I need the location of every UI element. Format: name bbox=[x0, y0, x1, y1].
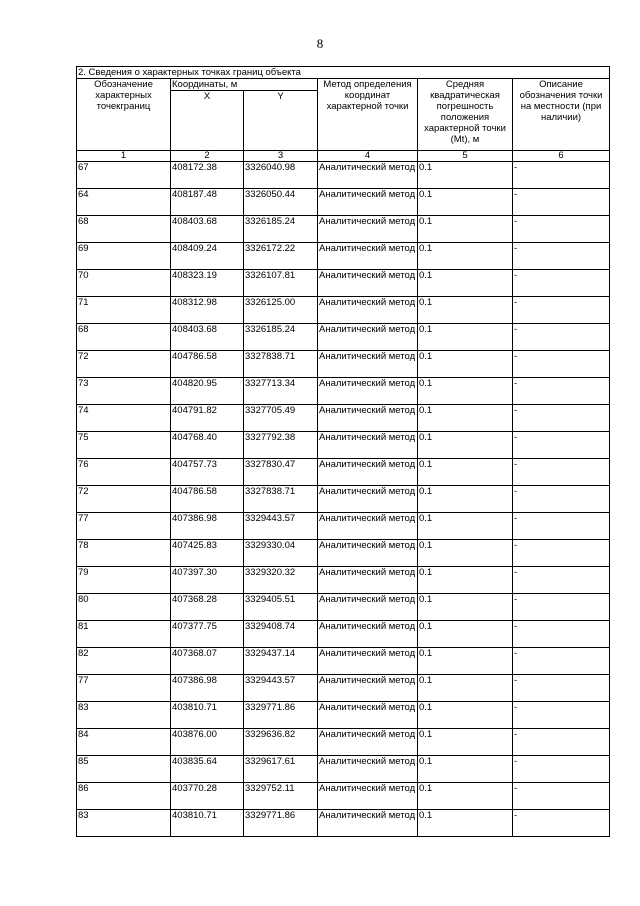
method-cell: Аналитический метод bbox=[318, 540, 418, 567]
header-description: Описание обозначения точки на местности (при наличии) bbox=[513, 79, 610, 151]
error-cell: 0.1 bbox=[418, 648, 513, 675]
column-number: 3 bbox=[244, 151, 318, 162]
description-cell: - bbox=[513, 351, 610, 378]
boundary-points-table bbox=[76, 66, 610, 837]
column-number: 4 bbox=[318, 151, 418, 162]
table-row bbox=[77, 459, 610, 486]
x-coordinate-cell: 404791.82 bbox=[171, 405, 244, 432]
description-cell: - bbox=[513, 783, 610, 810]
description-cell: - bbox=[513, 324, 610, 351]
y-coordinate-cell: 3329443.57 bbox=[244, 675, 318, 702]
y-coordinate-cell: 3326172.22 bbox=[244, 243, 318, 270]
point-cell: 85 bbox=[77, 756, 171, 783]
error-cell: 0.1 bbox=[418, 513, 513, 540]
point-cell: 77 bbox=[77, 513, 171, 540]
table-row bbox=[77, 405, 610, 432]
section-title: 2. Сведения о характерных точках границ объекта bbox=[77, 67, 610, 79]
description-cell: - bbox=[513, 432, 610, 459]
y-coordinate-cell: 3326185.24 bbox=[244, 216, 318, 243]
x-coordinate-cell: 404786.58 bbox=[171, 486, 244, 513]
method-cell: Аналитический метод bbox=[318, 567, 418, 594]
point-cell: 83 bbox=[77, 810, 171, 837]
method-cell: Аналитический метод bbox=[318, 783, 418, 810]
method-cell: Аналитический метод bbox=[318, 324, 418, 351]
table-row bbox=[77, 594, 610, 621]
table-row bbox=[77, 729, 610, 756]
point-cell: 80 bbox=[77, 594, 171, 621]
point-cell: 69 bbox=[77, 243, 171, 270]
method-cell: Аналитический метод bbox=[318, 729, 418, 756]
x-coordinate-cell: 403810.71 bbox=[171, 810, 244, 837]
error-cell: 0.1 bbox=[418, 216, 513, 243]
description-cell: - bbox=[513, 648, 610, 675]
point-cell: 75 bbox=[77, 432, 171, 459]
description-cell: - bbox=[513, 540, 610, 567]
point-cell: 72 bbox=[77, 351, 171, 378]
x-coordinate-cell: 404768.40 bbox=[171, 432, 244, 459]
x-coordinate-cell: 407425.83 bbox=[171, 540, 244, 567]
error-cell: 0.1 bbox=[418, 810, 513, 837]
point-cell: 68 bbox=[77, 324, 171, 351]
point-cell: 78 bbox=[77, 540, 171, 567]
description-cell: - bbox=[513, 189, 610, 216]
description-cell: - bbox=[513, 405, 610, 432]
page-number: 8 bbox=[316, 36, 324, 51]
error-cell: 0.1 bbox=[418, 486, 513, 513]
section-title-row bbox=[77, 67, 610, 79]
description-cell: - bbox=[513, 594, 610, 621]
x-coordinate-cell: 407386.98 bbox=[171, 513, 244, 540]
header-designation: Обозначение характерных точекграниц bbox=[77, 79, 171, 151]
y-coordinate-cell: 3329408.74 bbox=[244, 621, 318, 648]
description-cell: - bbox=[513, 756, 610, 783]
error-cell: 0.1 bbox=[418, 324, 513, 351]
x-coordinate-cell: 403770.28 bbox=[171, 783, 244, 810]
y-coordinate-cell: 3329752.11 bbox=[244, 783, 318, 810]
point-cell: 81 bbox=[77, 621, 171, 648]
method-cell: Аналитический метод bbox=[318, 486, 418, 513]
y-coordinate-cell: 3329405.51 bbox=[244, 594, 318, 621]
table-row bbox=[77, 810, 610, 837]
table-row bbox=[77, 675, 610, 702]
y-coordinate-cell: 3329320.32 bbox=[244, 567, 318, 594]
header-row bbox=[77, 79, 610, 91]
error-cell: 0.1 bbox=[418, 243, 513, 270]
y-coordinate-cell: 3329330.04 bbox=[244, 540, 318, 567]
table-row bbox=[77, 189, 610, 216]
error-cell: 0.1 bbox=[418, 459, 513, 486]
point-cell: 71 bbox=[77, 297, 171, 324]
header-method: Метод определения координат характерной точки bbox=[318, 79, 418, 151]
table-row bbox=[77, 297, 610, 324]
method-cell: Аналитический метод bbox=[318, 189, 418, 216]
method-cell: Аналитический метод bbox=[318, 378, 418, 405]
x-coordinate-cell: 403810.71 bbox=[171, 702, 244, 729]
description-cell: - bbox=[513, 729, 610, 756]
header-x: X bbox=[171, 91, 244, 151]
error-cell: 0.1 bbox=[418, 189, 513, 216]
table-row bbox=[77, 540, 610, 567]
point-cell: 67 bbox=[77, 162, 171, 189]
description-cell: - bbox=[513, 297, 610, 324]
point-cell: 83 bbox=[77, 702, 171, 729]
method-cell: Аналитический метод bbox=[318, 351, 418, 378]
x-coordinate-cell: 408187.48 bbox=[171, 189, 244, 216]
table-row bbox=[77, 243, 610, 270]
error-cell: 0.1 bbox=[418, 162, 513, 189]
method-cell: Аналитический метод bbox=[318, 513, 418, 540]
point-cell: 79 bbox=[77, 567, 171, 594]
error-cell: 0.1 bbox=[418, 756, 513, 783]
error-cell: 0.1 bbox=[418, 567, 513, 594]
y-coordinate-cell: 3326040.98 bbox=[244, 162, 318, 189]
description-cell: - bbox=[513, 162, 610, 189]
point-cell: 84 bbox=[77, 729, 171, 756]
point-cell: 68 bbox=[77, 216, 171, 243]
error-cell: 0.1 bbox=[418, 378, 513, 405]
y-coordinate-cell: 3329437.14 bbox=[244, 648, 318, 675]
header-y: Y bbox=[244, 91, 318, 151]
point-cell: 82 bbox=[77, 648, 171, 675]
y-coordinate-cell: 3329617.61 bbox=[244, 756, 318, 783]
method-cell: Аналитический метод bbox=[318, 648, 418, 675]
point-cell: 70 bbox=[77, 270, 171, 297]
y-coordinate-cell: 3326185.24 bbox=[244, 324, 318, 351]
table-row bbox=[77, 351, 610, 378]
y-coordinate-cell: 3327792.38 bbox=[244, 432, 318, 459]
error-cell: 0.1 bbox=[418, 297, 513, 324]
x-coordinate-cell: 403835.64 bbox=[171, 756, 244, 783]
column-number: 2 bbox=[171, 151, 244, 162]
x-coordinate-cell: 407368.28 bbox=[171, 594, 244, 621]
description-cell: - bbox=[513, 243, 610, 270]
table-row bbox=[77, 702, 610, 729]
method-cell: Аналитический метод bbox=[318, 756, 418, 783]
method-cell: Аналитический метод bbox=[318, 243, 418, 270]
description-cell: - bbox=[513, 567, 610, 594]
y-coordinate-cell: 3327705.49 bbox=[244, 405, 318, 432]
y-coordinate-cell: 3327830.47 bbox=[244, 459, 318, 486]
x-coordinate-cell: 404786.58 bbox=[171, 351, 244, 378]
error-cell: 0.1 bbox=[418, 675, 513, 702]
description-cell: - bbox=[513, 702, 610, 729]
method-cell: Аналитический метод bbox=[318, 459, 418, 486]
x-coordinate-cell: 407377.75 bbox=[171, 621, 244, 648]
y-coordinate-cell: 3327838.71 bbox=[244, 351, 318, 378]
error-cell: 0.1 bbox=[418, 783, 513, 810]
error-cell: 0.1 bbox=[418, 351, 513, 378]
method-cell: Аналитический метод bbox=[318, 297, 418, 324]
y-coordinate-cell: 3327713.34 bbox=[244, 378, 318, 405]
method-cell: Аналитический метод bbox=[318, 702, 418, 729]
description-cell: - bbox=[513, 810, 610, 837]
description-cell: - bbox=[513, 270, 610, 297]
column-number: 5 bbox=[418, 151, 513, 162]
error-cell: 0.1 bbox=[418, 621, 513, 648]
method-cell: Аналитический метод bbox=[318, 675, 418, 702]
table-row bbox=[77, 432, 610, 459]
y-coordinate-cell: 3326107.81 bbox=[244, 270, 318, 297]
error-cell: 0.1 bbox=[418, 702, 513, 729]
description-cell: - bbox=[513, 459, 610, 486]
x-coordinate-cell: 408323.19 bbox=[171, 270, 244, 297]
y-coordinate-cell: 3329636.82 bbox=[244, 729, 318, 756]
table-row bbox=[77, 567, 610, 594]
method-cell: Аналитический метод bbox=[318, 594, 418, 621]
error-cell: 0.1 bbox=[418, 270, 513, 297]
point-cell: 64 bbox=[77, 189, 171, 216]
error-cell: 0.1 bbox=[418, 432, 513, 459]
column-number: 1 bbox=[77, 151, 171, 162]
method-cell: Аналитический метод bbox=[318, 405, 418, 432]
error-cell: 0.1 bbox=[418, 729, 513, 756]
column-number-row bbox=[77, 151, 610, 162]
method-cell: Аналитический метод bbox=[318, 270, 418, 297]
y-coordinate-cell: 3329771.86 bbox=[244, 702, 318, 729]
table-row bbox=[77, 486, 610, 513]
table-row bbox=[77, 756, 610, 783]
table-row bbox=[77, 162, 610, 189]
method-cell: Аналитический метод bbox=[318, 621, 418, 648]
table-row bbox=[77, 270, 610, 297]
x-coordinate-cell: 407368.07 bbox=[171, 648, 244, 675]
table-row bbox=[77, 378, 610, 405]
x-coordinate-cell: 407397.30 bbox=[171, 567, 244, 594]
method-cell: Аналитический метод bbox=[318, 810, 418, 837]
description-cell: - bbox=[513, 621, 610, 648]
description-cell: - bbox=[513, 675, 610, 702]
method-cell: Аналитический метод bbox=[318, 162, 418, 189]
point-cell: 76 bbox=[77, 459, 171, 486]
table-row bbox=[77, 648, 610, 675]
description-cell: - bbox=[513, 378, 610, 405]
x-coordinate-cell: 408409.24 bbox=[171, 243, 244, 270]
header-error: Средняя квадратическая погрешность положения характерной точки (Mt), м bbox=[418, 79, 513, 151]
table-row bbox=[77, 324, 610, 351]
method-cell: Аналитический метод bbox=[318, 432, 418, 459]
x-coordinate-cell: 408403.68 bbox=[171, 216, 244, 243]
x-coordinate-cell: 407386.98 bbox=[171, 675, 244, 702]
y-coordinate-cell: 3326050.44 bbox=[244, 189, 318, 216]
column-number: 6 bbox=[513, 151, 610, 162]
x-coordinate-cell: 403876.00 bbox=[171, 729, 244, 756]
x-coordinate-cell: 408312.98 bbox=[171, 297, 244, 324]
table-row bbox=[77, 783, 610, 810]
description-cell: - bbox=[513, 486, 610, 513]
point-cell: 72 bbox=[77, 486, 171, 513]
point-cell: 77 bbox=[77, 675, 171, 702]
y-coordinate-cell: 3327838.71 bbox=[244, 486, 318, 513]
x-coordinate-cell: 404820.95 bbox=[171, 378, 244, 405]
error-cell: 0.1 bbox=[418, 405, 513, 432]
method-cell: Аналитический метод bbox=[318, 216, 418, 243]
table-row bbox=[77, 216, 610, 243]
y-coordinate-cell: 3329771.86 bbox=[244, 810, 318, 837]
point-cell: 86 bbox=[77, 783, 171, 810]
y-coordinate-cell: 3329443.57 bbox=[244, 513, 318, 540]
x-coordinate-cell: 408172.38 bbox=[171, 162, 244, 189]
table-row bbox=[77, 513, 610, 540]
error-cell: 0.1 bbox=[418, 594, 513, 621]
description-cell: - bbox=[513, 216, 610, 243]
table-row bbox=[77, 621, 610, 648]
y-coordinate-cell: 3326125.00 bbox=[244, 297, 318, 324]
point-cell: 73 bbox=[77, 378, 171, 405]
x-coordinate-cell: 408403.68 bbox=[171, 324, 244, 351]
description-cell: - bbox=[513, 513, 610, 540]
x-coordinate-cell: 404757.73 bbox=[171, 459, 244, 486]
error-cell: 0.1 bbox=[418, 540, 513, 567]
header-coordinates: Координаты, м bbox=[171, 79, 318, 91]
point-cell: 74 bbox=[77, 405, 171, 432]
